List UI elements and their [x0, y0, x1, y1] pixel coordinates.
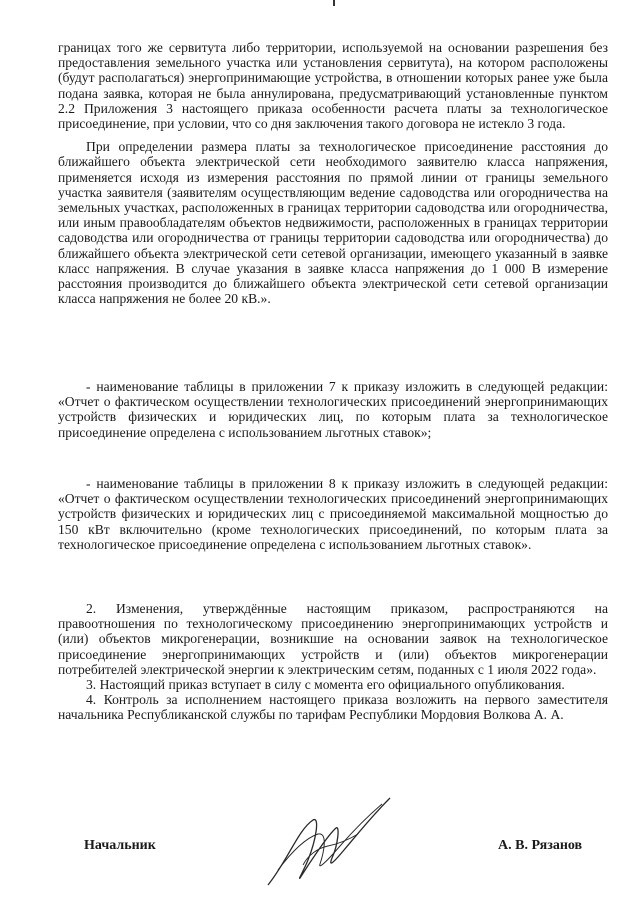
paragraph-continuation: границах того же сервитута либо территории, используемой на основании разрешения без предоставления земельного участка или установления сервитута), на котором расположены (будут располагаться) энергопринимающие устройства, в отношении которых ранее уже была подана заявка, которая не была аннулирована, предусматривающий установленные пунктом 2.2 Приложения 3 настоящего приказа особенности расчета платы за технологическое присоединение, при условии, что со дня заключения такого договора не истекло 3 года. [58, 40, 608, 132]
paragraph-table-7: - наименование таблицы в приложении 7 к приказу изложить в следующей редакции: «Отчет о фактическом осуществлении технологических присоединений энергопринимающих устройств физических и юридических лиц, по которым плата за технологическое присоединение определена с использованием льготных ставок»; [58, 379, 608, 440]
paragraph-distance-rule: При определении размера платы за технологическое присоединение расстояния до ближайшего объекта электрической сети необходимого заявителю класса напряжения, применяется исходя из измерения расстояния по прямой линии от границы земельного участка заявителя (заявителям осуществляющим ведение садоводства или огородничества на земельных участках, расположенных в границах территории садоводства или огородничества, или иным правообладателям объектов недвижимости, расположенных в границах территории садоводства или огородничества от границы территории садоводства или огородничества) до ближайшего объекта электрической сети сетевой организации, имеющего указанный в заявке класс напряжения. В случае указания в заявке класса напряжения до 1 000 В измерение расстояния производится до ближайшего объекта электрической сети сетевой организации класса напряжения не более 20 кВ.». [58, 139, 608, 307]
paragraph-item-3: 3. Настоящий приказ вступает в силу с момента его официального опубликования. [86, 677, 565, 693]
body-text-top [58, 40, 608, 306]
handwritten-signature [258, 790, 398, 900]
signature-block [0, 790, 640, 900]
body-text-items [58, 601, 608, 723]
signatory-title: Начальник [84, 838, 156, 853]
paragraph-item-4: 4. Контроль за исполнением настоящего приказа возложить на первого заместителя начальника Республиканской службы по тарифам Республики Мордовия Волкова А. А. [58, 692, 608, 723]
signatory-name: А. В. Рязанов [498, 838, 583, 853]
page-mark [333, 0, 335, 6]
paragraph-table-8: - наименование таблицы в приложении 8 к приказу изложить в следующей редакции: «Отчет о фактическом осуществлении технологических присоединений энергопринимающих устройств физических и юридических лиц с присоединяемой максимальной мощностью до 150 кВт включительно (кроме технологических присоединений, по которым плата за технологическое присоединение определена с использованием льготных ставок». [58, 476, 608, 552]
body-text-table-8 [58, 476, 608, 552]
paragraph-item-2: 2. Изменения, утверждённые настоящим приказом, распространяются на правоотношения по технологическому присоединению энергопринимающих устройств и (или) объектов микрогенерации, возникшие на основании заявок на технологическое присоединение энергопринимающих устройств и (или) объектов микрогенерации потребителей электрической энергии к электрическим сетям, поданных с 1 июля 2022 года». [58, 601, 608, 677]
body-text-tables [58, 379, 608, 440]
